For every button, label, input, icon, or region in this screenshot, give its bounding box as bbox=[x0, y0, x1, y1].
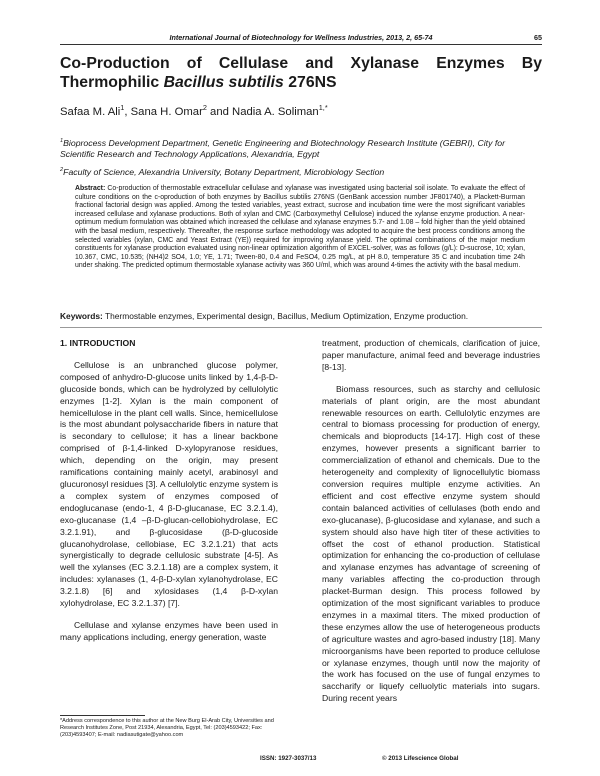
abstract-label: Abstract: bbox=[75, 185, 106, 192]
body-column-left bbox=[60, 338, 278, 654]
paragraph: treatment, production of chemicals, clarification of juice, paper manufacture, animal feed and beverage industries [8-13]. bbox=[322, 338, 540, 372]
author-3: and Nadia A. Soliman bbox=[206, 106, 319, 118]
footnote-rule bbox=[60, 715, 145, 716]
title-line-1: Co-Production of Cellulase and Xylanase Enzymes By bbox=[60, 55, 542, 72]
keywords bbox=[60, 311, 542, 321]
affiliation-2: $^2$Faculty of Science, Alexandria University, Botany Department, Microbiology Section bbox=[60, 167, 385, 177]
abstract-text: Co-production of thermostable extracellular cellulase and xylanase was investigated using bacterial soil isolate. To evaluate the effect of culture conditions on the c-oproduction of both enzymes by Bacillus subtilis 276NS (GenBank accession number JF801740), a Plackett-Burman fractional factorial design was applied. Among the tested variables, yeast extract, sucrose and incubation time were the most significant variables increased cellulase and xylanase productions. Both of xylan and CMC (Carboxymethyl Cellulose) induced the xylanse enzyme production. A near-optimum medium formulation was obtained which increased the cellulase and xylanase enzymes 5.7- and 1.08 – fold higher than the yield obtained with the basal medium, respectively. Thereafter, the response surface methodology was adopted to acquire the best process conditions among the selected variables (xylan, CMC and Yeast Extract (YE)) required for improving xylanase yield. The optimal combinations of the major medium constituents for xylanase production evaluated using non-linear optimization algorithm of EXCEL-solver, was as follows (g/L): D-sucrose, 10; xylan, 10.367, CMC, 10.535; (NH4)2 SO4, 1.0; YE, 1.71; Tween-80, 0.4 and FeSO4, 0.25 mg/L, at pH 8.0, temperature 35 C and incubation time 24h under shaking. The predicted optimum thermostable xylanase activity was 360 U/ml, which was around 4-times the activity with the basal medium. bbox=[75, 185, 525, 270]
correspondence-footnote: *Address correspondence to this author at the New Burg El-Arab City, Universities and Research Institutes Zone, Post 21934, Alexandria, Egypt, Tel: (203)4593422; Fax: (203)4593407; E-mail: nadiasutigate@yahoo.com bbox=[60, 718, 274, 738]
title-line-2-suffix: 276NS bbox=[283, 73, 337, 91]
title-species: Bacillus subtilis bbox=[163, 73, 284, 91]
header-rule bbox=[60, 44, 542, 45]
issn: ISSN: 1927-3037/13 bbox=[260, 755, 317, 762]
running-head: International Journal of Biotechnology for Wellness Industries, 2013, 2, 65-74 bbox=[169, 33, 433, 42]
abstract bbox=[75, 185, 525, 271]
section-divider bbox=[60, 327, 542, 328]
affiliation-1: $^1$Bioprocess Development Department, Genetic Engineering and Biotechnology Research Institute (GEBRI), City for Scientific Research and Technology Applications, Alexandria, Egypt bbox=[60, 138, 505, 159]
paragraph: Cellulase and xylanse enzymes have been used in many applications including, energy generation, waste bbox=[60, 619, 278, 642]
keywords-text: Thermostable enzymes, Experimental design, Bacillus, Medium Optimization, Enzyme production. bbox=[102, 311, 469, 321]
body-column-right bbox=[322, 338, 540, 715]
author-1: Safaa M. Ali bbox=[60, 106, 121, 118]
author-2: , Sana H. Omar bbox=[124, 106, 203, 118]
author-list: Safaa M. Ali$^1$, Sana H. Omar$^2$ and Nadia A. Soliman$^{1,*}$ bbox=[60, 103, 328, 118]
title-line-2-prefix: Thermophilic bbox=[60, 73, 164, 91]
copyright: © 2013 Lifescience Global bbox=[382, 755, 459, 762]
page-number: 65 bbox=[534, 33, 542, 42]
keywords-label: Keywords: bbox=[60, 311, 103, 321]
section-heading: 1. INTRODUCTION bbox=[60, 338, 136, 348]
paragraph: Biomass resources, such as starchy and cellulosic materials of plant origin, are the most abundant renewable resources on earth. Cellulolytic enzymes are central to biomass processing for production of energy, chemicals and bioproducts [14-17]. High cost of these enzymes, however presents a significant barrier to commercialization of ethanol and chemicals. Due to the heterogeneity and complexity of lignocellulytic biomass conversion requires multiple enzyme activities. An efficient and cost effective enzyme system should contain balanced activities of cellulases (both endo and exo-glucanase), β-glucosidase and xylanase, and such a system should also have high titer of these activities to offset the cost of ethanol production. Statistical optimization for enhancing the co-production of cellulase and xylanase enzymes has advantage of screening of many variables affecting the co-production through placket-Burman design. This process followed by optimization of the most significant variables to produce enzymes in a maximal titers. The mixed production of these enzymes allow the use of heterogeneous products of agriculture wastes and agro-based industry [18]. Many microorganisms have been reported to produce cellulose or xylanase enzymes, though until now the majority of the work has focused on the use of fungal enzymes to saccharify or liquefy celluolytic materials into sugars. During recent years bbox=[322, 383, 540, 704]
paragraph: Cellulose is an unbranched glucose polymer, composed of anhydro-D-glucose units linked by 1,4-β-D-glucoside bonds, which can be hydrolyzed by cellulolytic enzymes [1-2]. Xylan is the main component of hemicellulose in the plant cell walls. Since, hemicellulose is the most abundant polysaccharide fibers in nature that is secondary to cellulose; it has a linear backbone comprised of β-1,4-linked D-xylopyranose residues, which, depending on the origin, may present ramifications containing mainly acetyl, arabinosyl and glucuronosyl residues [3]. A cellulolytic enzyme system is a complex system of enzymes composed of endoglucanase (endo-1, 4 β-D-glucanase, EC 3.2.1.4), exo-glucanase (1,4 –β-D-glucan-cellobiohydrolase, EC 3.2.1.91), and β-glucosidase (β-D-glucoside glucanohydrolase, cellobiase, EC 3.2.1.21) that acts synergistically to degrade cellulosic substrate [4-5]. As well the xylanses (EC 3.2.1.18) are a complex system, it includes: xylanases (1, 4-β-D-xylan xylanohydrolase, EC 3.2.1.8) [6] and xylosidases (1,4 β-D-xylan xylohydrolase, EC 3.2.1.37) [7]. bbox=[60, 359, 278, 609]
paper-title bbox=[60, 55, 542, 92]
